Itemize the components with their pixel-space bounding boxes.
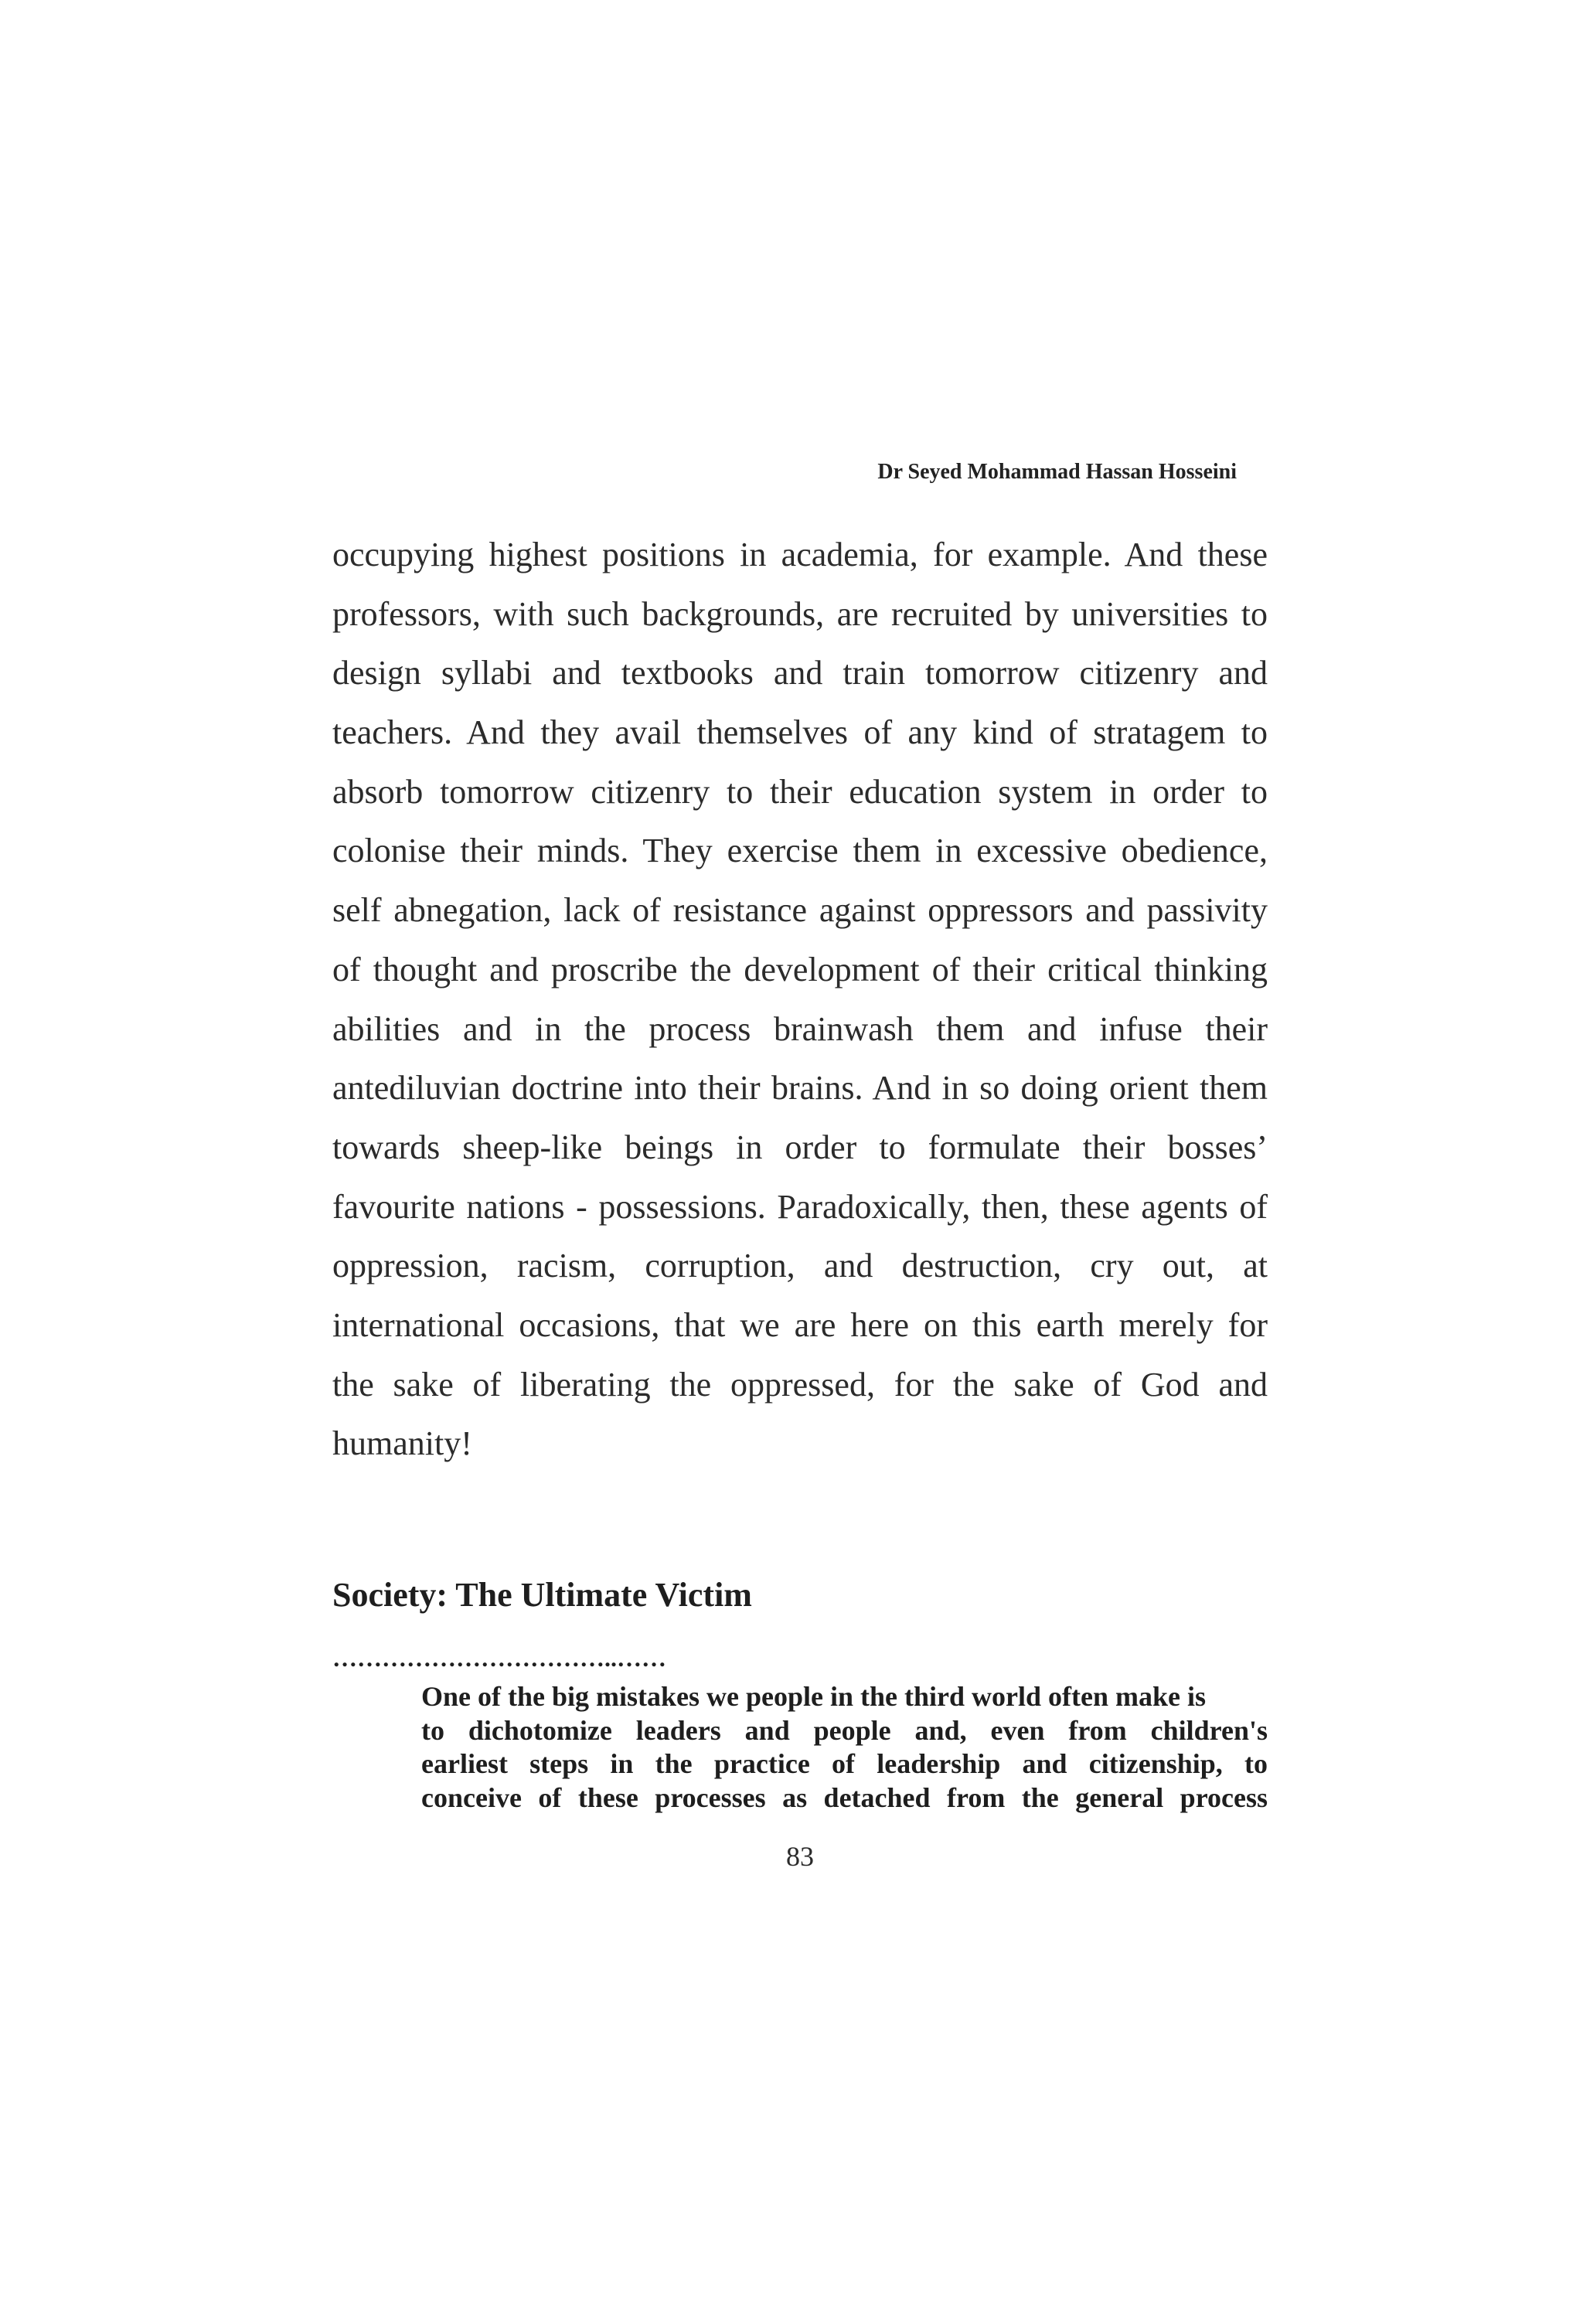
- abstract-line: earliest steps in the practice of leadership and citizenship, to: [421, 1748, 1268, 1779]
- body-line: professors, with such backgrounds, are recruited by universities to: [332, 594, 1268, 633]
- abstract-line: One of the big mistakes we people in the third world often make is: [421, 1681, 1206, 1712]
- dotted-rule: ……………………………..……: [332, 1644, 666, 1672]
- body-line: design syllabi and textbooks and train tomorrow citizenry and: [332, 654, 1268, 692]
- body-line: self abnegation, lack of resistance against oppressors and passivity: [332, 891, 1268, 930]
- body-line: international occasions, that we are here on this earth merely for: [332, 1305, 1268, 1344]
- abstract-line: conceive of these processes as detached from the general process: [421, 1781, 1268, 1813]
- body-line: oppression, racism, corruption, and destruction, cry out, at: [332, 1247, 1268, 1285]
- page-number: 83: [786, 1841, 814, 1872]
- body-line: humanity!: [332, 1424, 472, 1463]
- body-line: absorb tomorrow citizenry to their education system in order to: [332, 772, 1268, 811]
- body-line: towards sheep-like beings in order to formulate their bosses’: [332, 1128, 1268, 1166]
- body-line: favourite nations - possessions. Paradoxically, then, these agents of: [332, 1187, 1268, 1226]
- body-line: abilities and in the process brainwash them and infuse their: [332, 1009, 1268, 1048]
- section-abstract: [421, 1680, 1268, 1815]
- body-line: antediluvian doctrine into their brains. And in so doing orient them: [332, 1069, 1268, 1108]
- body-line: teachers. And they avail themselves of any kind of stratagem to: [332, 713, 1268, 752]
- running-header-author: Dr Seyed Mohammad Hassan Hosseini: [877, 460, 1237, 484]
- body-line: of thought and proscribe the development of their critical thinking: [332, 950, 1268, 988]
- body-paragraph: [332, 526, 1268, 1474]
- body-line: colonise their minds. They exercise them in excessive obedience,: [332, 832, 1268, 870]
- abstract-line: to dichotomize leaders and people and, even from children's: [421, 1714, 1268, 1746]
- section-heading: Society: The Ultimate Victim: [332, 1576, 752, 1614]
- body-line: the sake of liberating the oppressed, for the sake of God and: [332, 1365, 1268, 1404]
- body-line: occupying highest positions in academia, for example. And these: [332, 536, 1268, 573]
